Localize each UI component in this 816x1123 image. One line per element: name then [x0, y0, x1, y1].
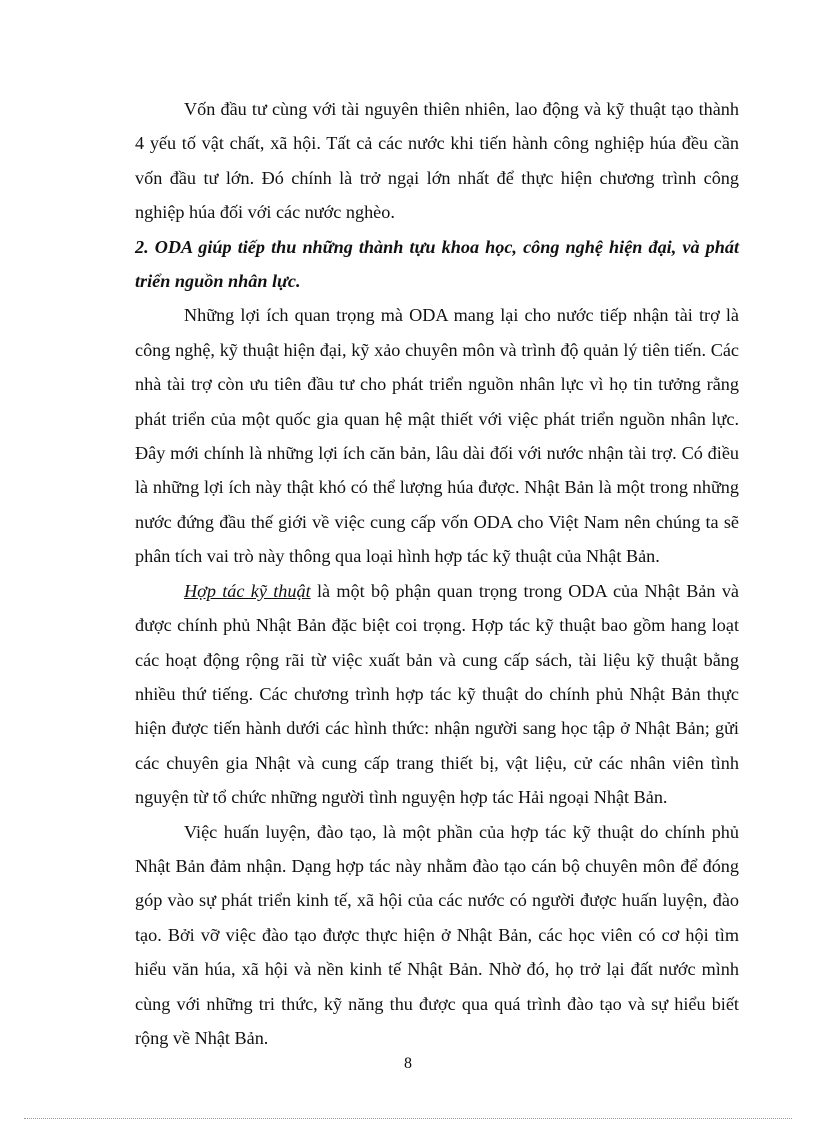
- paragraph-technical-cooperation: [135, 574, 739, 815]
- technical-cooperation-term: Hợp tác kỹ thuật: [184, 580, 311, 601]
- section-heading: 2. ODA giúp tiếp thu những thành tựu khoa học, công nghệ hiện đại, và phát triển nguồn nhân lực.: [135, 236, 739, 292]
- technical-cooperation-text: là một bộ phận quan trọng trong ODA của Nhật Bản và được chính phủ Nhật Bản đặc biệt coi trọng. Hợp tác kỹ thuật bao gồm hang loạt các hoạt động rộng rãi từ việc xuất bản và cung cấp sách, tài liệu kỹ thuật bằng nhiều thứ tiếng. Các chương trình hợp tác kỹ thuật do chính phủ Nhật Bản thực hiện được tiến hành dưới các hình thức: nhận người sang học tập ở Nhật Bản; gửi các chuyên gia Nhật và cung cấp trang thiết bị, vật liệu, cử các nhân viên tình nguyện từ tổ chức những người tình nguyện hợp tác Hải ngoại Nhật Bản.: [135, 580, 739, 808]
- document-body: [135, 92, 739, 1055]
- paragraph-training: Việc huấn luyện, đào tạo, là một phần của hợp tác kỹ thuật do chính phủ Nhật Bản đảm nhận. Dạng hợp tác này nhằm đào tạo cán bộ chuyên môn để đóng góp vào sự phát triển kinh tế, xã hội của các nước có người được huấn luyện, đào tạo. Bởi vỡ việc đào tạo được thực hiện ở Nhật Bản, các học viên có cơ hội tìm hiểu văn húa, xã hội và nền kinh tế Nhật Bản. Nhờ đó, họ trở lại đất nước mình cùng với những tri thức, kỹ năng thu được qua quá trình đào tạo và sự hiểu biết rộng về Nhật Bản.: [135, 821, 739, 1048]
- page-number: 8: [404, 1055, 412, 1072]
- paragraph-capital: Vốn đầu tư cùng với tài nguyên thiên nhiên, lao động và kỹ thuật tạo thành 4 yếu tố vật chất, xã hội. Tất cả các nước khi tiến hành công nghiệp húa đều cần vốn đầu tư lớn. Đó chính là trở ngại lớn nhất để thực hiện chương trình công nghiệp húa đối với các nước nghèo.: [135, 99, 739, 223]
- paragraph-benefits: Những lợi ích quan trọng mà ODA mang lại cho nước tiếp nhận tài trợ là công nghệ, kỹ thuật hiện đại, kỹ xảo chuyên môn và trình độ quản lý tiên tiến. Các nhà tài trợ còn ưu tiên đầu tư cho phát triển nguồn nhân lực vì họ tin tưởng rằng phát triển của một quốc gia quan hệ mật thiết với việc phát triển nguồn nhân lực. Đây mới chính là những lợi ích căn bản, lâu dài đối với nước nhận tài trợ. Có điều là những lợi ích này thật khó có thể lượng húa được. Nhật Bản là một trong những nước đứng đầu thế giới về việc cung cấp vốn ODA cho Việt Nam nên chúng ta sẽ phân tích vai trò này thông qua loại hình hợp tác kỹ thuật của Nhật Bản.: [135, 305, 739, 567]
- footer-divider: [24, 1118, 792, 1119]
